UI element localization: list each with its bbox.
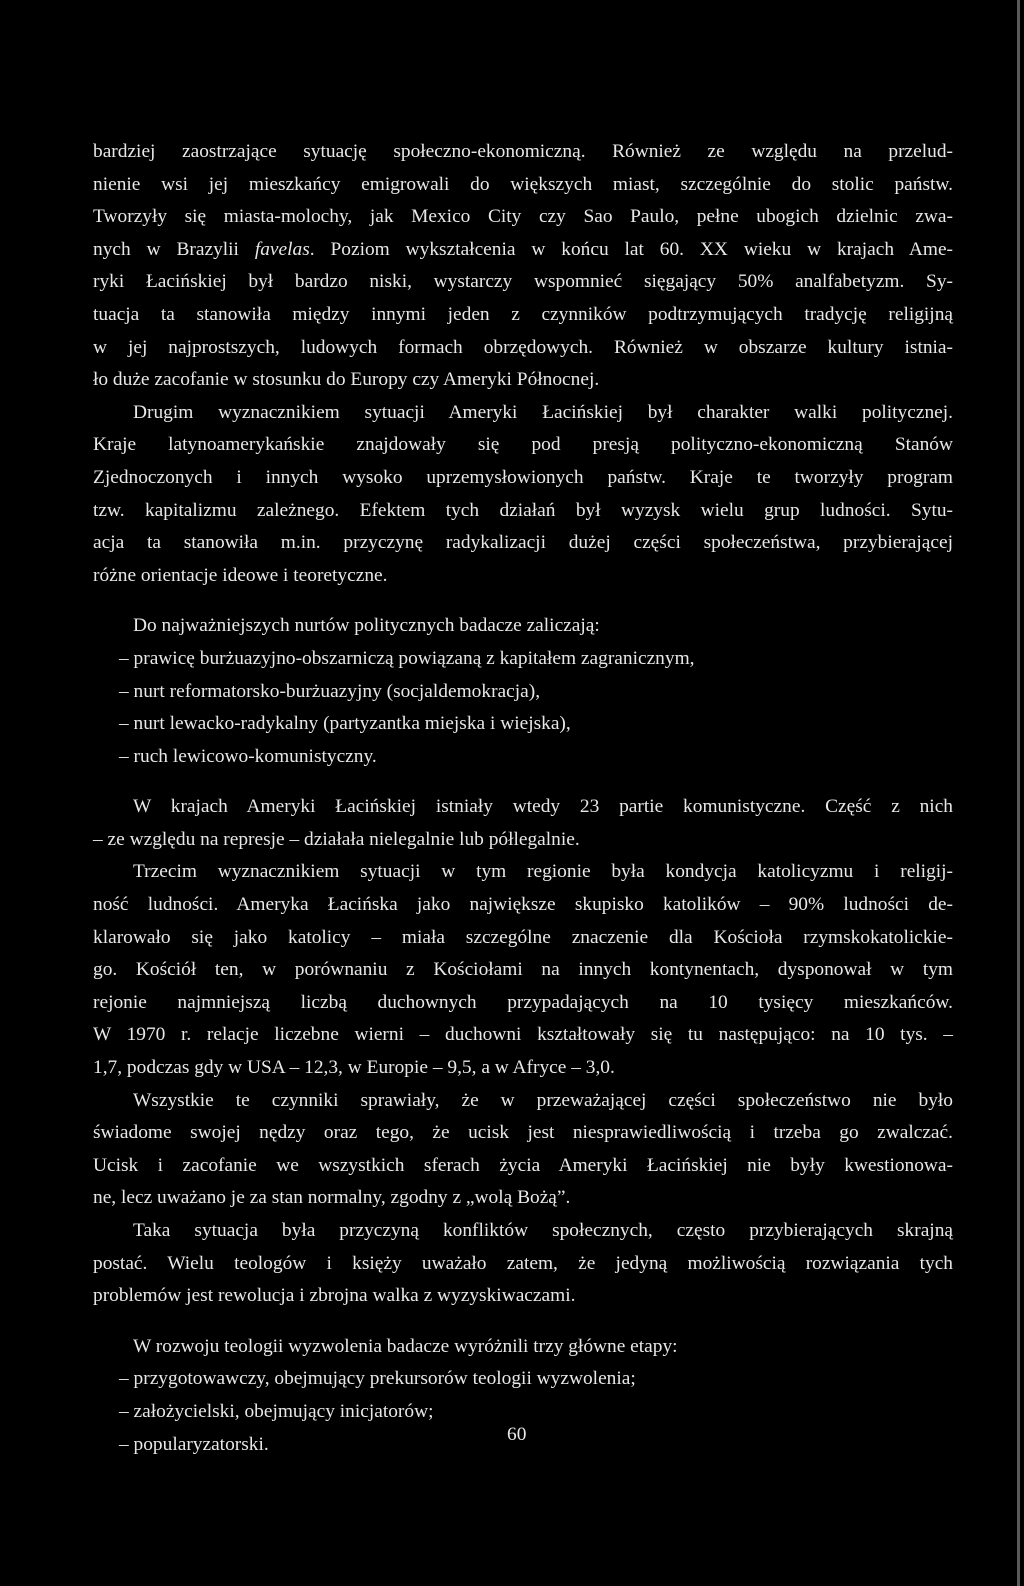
text-line: Wszystkie te czynniki sprawiały, że w przeważającej części społeczeństwo nie było: [133, 1089, 953, 1111]
text-line: ność ludności. Ameryka Łacińska jako największe skupisko katolików – 90% ludności de-: [93, 894, 953, 916]
text-line: Kraje latynoamerykańskie znajdowały się pod presją polityczno-ekonomiczną Stanów: [93, 434, 953, 456]
text-fragment: . Poziom wykształcenia w końcu lat 60. XX wieku w krajach Ame-: [309, 238, 954, 260]
text-line: Ucisk i zacofanie we wszystkich sferach życia Ameryki Łacińskiej nie były kwestionowa-: [93, 1154, 953, 1176]
paragraph: [93, 1085, 953, 1215]
text-line: ryki Łacińskiej był bardzo niski, wystarczy wspomnieć sięgający 50% analfabetyzm. Sy-: [93, 271, 953, 293]
text-line: Trzecim wyznacznikiem sytuacji w tym regionie była kondycja katolicyzmu i religij-: [133, 861, 953, 883]
paragraph: [93, 397, 953, 593]
list-intro: Do najważniejszych nurtów politycznych badacze zaliczają:: [133, 615, 600, 637]
spacer: [93, 773, 953, 791]
spacer: [93, 592, 953, 610]
list-item: – ruch lewicowo-komunistyczny.: [119, 745, 377, 767]
text-line: Tworzyły się miasta-molochy, jak Mexico City czy Sao Paulo, pełne ubogich dzielnic zwa-: [93, 206, 953, 228]
text-line: 1,7, podczas gdy w USA – 12,3, w Europie – 9,5, a w Afryce – 3,0.: [93, 1057, 615, 1079]
text-line: klarowało się jako katolicy – miała szczególne znaczenie dla Kościoła rzymskokatolickie-: [93, 926, 953, 948]
text-line: W krajach Ameryki Łacińskiej istniały wtedy 23 partie komunistyczne. Część z nich: [133, 796, 953, 818]
spacer: [93, 1313, 953, 1331]
text-line: postać. Wielu teologów i księży uważało zatem, że jedyną możliwością rozwiązania tych: [93, 1252, 953, 1274]
list-item: – nurt reformatorsko-burżuazyjny (socjaldemokracja),: [119, 680, 541, 702]
text-fragment: nych w Brazylii: [93, 238, 255, 260]
list-item: – nurt lewacko-radykalny (partyzantka miejska i wiejska),: [119, 713, 571, 735]
text-line: [93, 234, 953, 267]
paragraph: [93, 136, 953, 397]
text-line: problemów jest rewolucja i zbrojna walka z wyzyskiwaczami.: [93, 1285, 576, 1307]
italic-term: favelas: [254, 238, 310, 260]
text-line: W 1970 r. relacje liczebne wierni – duchowni kształtowały się tu następująco: na 10 tys. –: [93, 1024, 953, 1046]
text-line: różne orientacje ideowe i teoretyczne.: [93, 564, 388, 586]
text-line: w jej najprostszych, ludowych formach obrzędowych. Również w obszarze kultury istnia-: [93, 336, 953, 358]
text-line: tzw. kapitalizmu zależnego. Efektem tych działań był wyzysk wielu grup ludności. Sytu-: [93, 499, 953, 521]
text-line: tuacja ta stanowiła między innymi jeden z czynników podtrzymujących tradycję religijną: [93, 303, 953, 325]
text-line: Zjednoczonych i innych wysoko uprzemysłowionych państw. Kraje te tworzyły program: [93, 466, 953, 488]
list-item: – prawicę burżuazyjno-obszarniczą powiązaną z kapitałem zagranicznym,: [119, 647, 695, 669]
list-intro: W rozwoju teologii wyzwolenia badacze wyróżnili trzy główne etapy:: [133, 1335, 678, 1357]
text-line: ne, lecz uważano je za stan normalny, zgodny z „wolą Bożą”.: [93, 1187, 571, 1209]
list-item: – popularyzatorski.: [119, 1433, 269, 1455]
text-line: nienie wsi jej mieszkańcy emigrowali do większych miast, szczególnie do stolic państw.: [93, 173, 953, 195]
scan-edge-line: [1017, 0, 1020, 1586]
text-line: – ze względu na represje – działała nielegalnie lub półlegalnie.: [93, 828, 580, 850]
paragraph: [93, 1215, 953, 1313]
text-line: acja ta stanowiła m.in. przyczynę radykalizacji dużej części społeczeństwa, przybierającej: [93, 532, 953, 554]
list-item: – przygotowawczy, obejmujący prekursorów teologii wyzwolenia;: [119, 1368, 636, 1390]
page-body: [93, 136, 953, 1461]
page-number: 60: [507, 1424, 527, 1445]
text-line: bardziej zaostrzające sytuację społeczno-ekonomiczną. Również ze względu na przelud-: [93, 141, 953, 162]
paragraph: [93, 856, 953, 1084]
paragraph: [93, 791, 953, 856]
text-line: rejonie najmniejszą liczbą duchownych przypadających na 10 tysięcy mieszkańców.: [93, 991, 953, 1013]
text-line: ło duże zacofanie w stosunku do Europy czy Ameryki Północnej.: [93, 369, 600, 391]
list-item: – założycielski, obejmujący inicjatorów;: [119, 1400, 434, 1422]
bullet-list: [93, 610, 953, 773]
text-line: go. Kościół ten, w porównaniu z Kościołami na innych kontynentach, dysponował w tym: [93, 959, 953, 981]
text-line: świadome swojej nędzy oraz tego, że ucisk jest niesprawiedliwością i trzeba go zwalczać.: [93, 1122, 953, 1144]
text-line: Drugim wyznacznikiem sytuacji Ameryki Łacińskiej był charakter walki politycznej.: [133, 401, 953, 423]
text-line: Taka sytuacja była przyczyną konfliktów społecznych, często przybierających skrajną: [133, 1220, 953, 1241]
